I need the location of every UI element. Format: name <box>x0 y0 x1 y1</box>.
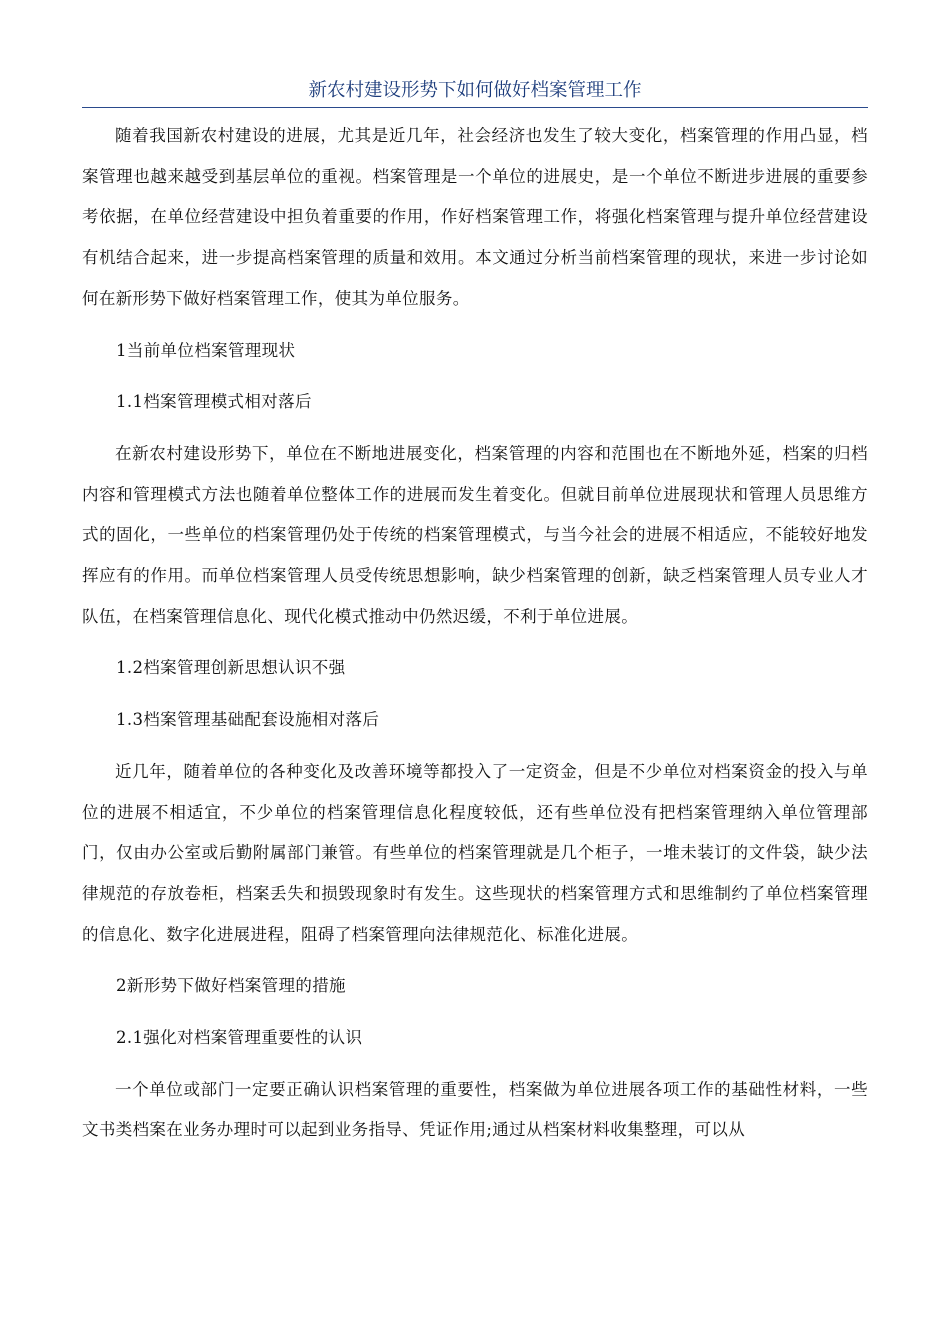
document-page <box>82 78 868 1151</box>
paragraph-intro: 随着我国新农村建设的进展，尤其是近几年，社会经济也发生了较大变化，档案管理的作用凸显，档案管理也越来越受到基层单位的重视。档案管理是一个单位的进展史，是一个单位不断进步进展的重要参考依据，在单位经营建设中担负着重要的作用，作好档案管理工作，将强化档案管理与提升单位经营建设有机结合起来，进一步提高档案管理的质量和效用。本文通过分析当前档案管理的现状，来进一步讨论如何在新形势下做好档案管理工作，使其为单位服务。 <box>82 126 868 308</box>
paragraph-1-1: 在新农村建设形势下，单位在不断地进展变化，档案管理的内容和范围也在不断地外延，档案的归档内容和管理模式方法也随着单位整体工作的进展而发生着变化。但就目前单位进展现状和管理人员思维方式的固化，一些单位的档案管理仍处于传统的档案管理模式，与当今社会的进展不相适应，不能较好地发挥应有的作用。而单位档案管理人员受传统思想影响，缺少档案管理的创新，缺乏档案管理人员专业人才队伍，在档案管理信息化、现代化模式推动中仍然迟缓，不利于单位进展。 <box>82 443 868 626</box>
document-title: 新农村建设形势下如何做好档案管理工作 <box>82 78 868 108</box>
section-heading-1-2: 1.2档案管理创新思想认识不强 <box>116 658 346 678</box>
section-heading-1-3: 1.3档案管理基础配套设施相对落后 <box>116 710 380 730</box>
section-heading-1-1: 1.1档案管理模式相对落后 <box>116 392 312 412</box>
paragraph-1-3: 近几年，随着单位的各种变化及改善环境等都投入了一定资金，但是不少单位对档案资金的投入与单位的进展不相适宜，不少单位的档案管理信息化程度较低，还有些单位没有把档案管理纳入单位管理部门，仅由办公室或后勤附属部门兼管。有些单位的档案管理就是几个柜子，一堆未装订的文件袋，缺少法律规范的存放卷柜，档案丢失和损毁现象时有发生。这些现状的档案管理方式和思维制约了单位档案管理的信息化、数字化进展进程，阻碍了档案管理向法律规范化、标准化进展。 <box>82 761 868 944</box>
section-heading-2-1: 2.1强化对档案管理重要性的认识 <box>116 1028 363 1048</box>
paragraph-2-1: 一个单位或部门一定要正确认识档案管理的重要性，档案做为单位进展各项工作的基础性材料，一些文书类档案在业务办理时可以起到业务指导、凭证作用;通过从档案材料收集整理，可以从 <box>82 1079 868 1140</box>
document-body <box>82 116 868 1151</box>
section-heading-1: 1当前单位档案管理现状 <box>116 340 296 360</box>
section-heading-2: 2新形势下做好档案管理的措施 <box>116 976 346 996</box>
